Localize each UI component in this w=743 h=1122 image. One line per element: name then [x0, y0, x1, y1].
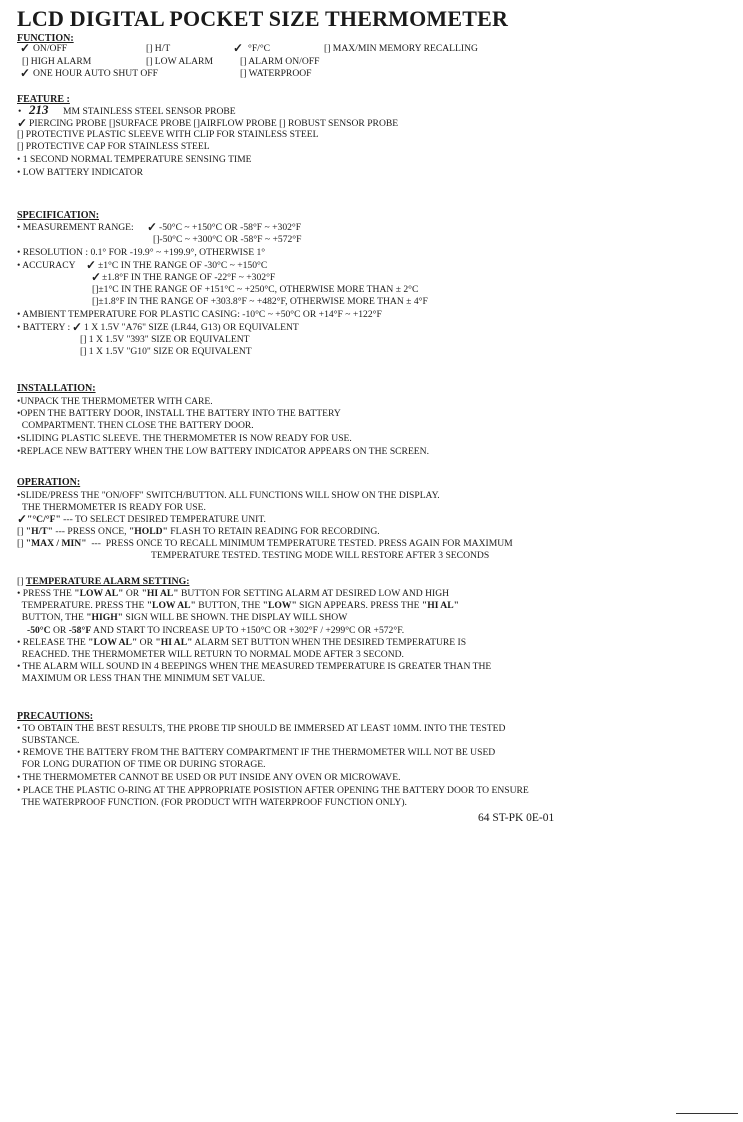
alarm-line [17, 637, 466, 648]
probe-length-handwritten: 213 [29, 102, 49, 117]
precautions-line: • PLACE THE PLASTIC O-RING AT THE APPROPRIATE POSISTION AFTER OPENING THE BATTERY DOOR TO ENSURE [17, 785, 529, 796]
alarm-key: "HI AL" [141, 588, 179, 599]
operation-line: THE THERMOMETER IS READY FOR USE. [22, 502, 206, 513]
installation-line: •UNPACK THE THERMOMETER WITH CARE. [17, 396, 213, 407]
spec-range-label: • MEASUREMENT RANGE: [17, 222, 134, 233]
ht-hold: "HOLD" [128, 526, 168, 537]
cf-key: "°C/°F" [27, 514, 61, 525]
alarm-line [17, 612, 347, 623]
operation-max-min [17, 538, 513, 549]
spec-resolution: • RESOLUTION : 0.1° FOR -19.9° ~ +199.9°, OTHERWISE 1° [17, 247, 266, 258]
check-mark-icon: ✓ [20, 41, 31, 55]
cf-text: --- TO SELECT DESIRED TEMPERATURE UNIT. [60, 514, 266, 525]
alarm-text: AND START TO INCREASE UP TO +150°C OR +302°F / +299°C OR +572°F. [91, 625, 405, 636]
alarm-text: OR [137, 637, 156, 648]
check-mark-icon: ✓ [20, 66, 31, 80]
installation-line: •SLIDING PLASTIC SLEEVE. THE THERMOMETER IS NOW READY FOR USE. [17, 433, 352, 444]
alarm-line: • THE ALARM WILL SOUND IN 4 BEEPINGS WHEN THE MEASURED TEMPERATURE IS GREATER THAN THE [17, 661, 492, 672]
alarm-prefix: [] [17, 576, 26, 587]
precautions-line: FOR LONG DURATION OF TIME OR DURING STORAGE. [17, 759, 266, 770]
function-high-alarm: [] HIGH ALARM [22, 56, 92, 67]
check-mark-icon: ✓ [17, 116, 28, 130]
spec-battery-1: 1 X 1.5V "A76" SIZE (LR44, G13) OR EQUIVALENT [84, 322, 299, 333]
spec-ambient: • AMBIENT TEMPERATURE FOR PLASTIC CASING: -10°C ~ +50°C OR +14°F ~ +122°F [17, 309, 382, 320]
function-on-off: ON/OFF [33, 43, 68, 54]
spec-accuracy-4: []±1.8°F IN THE RANGE OF +303.8°F ~ +482°F, OTHERWISE MORE THAN ± 4°F [92, 296, 428, 307]
alarm-line [27, 625, 404, 636]
spec-accuracy-3: []±1°C IN THE RANGE OF +151°C ~ +250°C, OTHERWISE MORE THAN ± 2°C [92, 284, 419, 295]
alarm-line [17, 600, 459, 611]
function-ht: [] H/T [146, 43, 171, 54]
alarm-text: TEMPERATURE. PRESS THE [17, 600, 147, 611]
ht-prefix: [] [17, 526, 26, 537]
alarm-text: OR [123, 588, 142, 599]
installation-line: •OPEN THE BATTERY DOOR, INSTALL THE BATTERY INTO THE BATTERY [17, 408, 341, 419]
alarm-text: • PRESS THE [17, 588, 75, 599]
ht-mid: --- PRESS ONCE, [52, 526, 129, 537]
alarm-line: MAXIMUM OR LESS THAN THE MINIMUM SET VALUE. [17, 673, 266, 684]
feature-item: [] PROTECTIVE CAP FOR STAINLESS STEEL [17, 141, 210, 152]
alarm-line [17, 588, 449, 599]
mm-prefix: [] [17, 538, 26, 549]
check-mark-icon: ✓ [233, 41, 244, 55]
alarm-text: BUTTON FOR SETTING ALARM AT DESIRED LOW AND HIGH [178, 588, 450, 599]
check-mark-icon: ✓ [147, 220, 158, 234]
function-alarm-on-off: [] ALARM ON/OFF [240, 56, 320, 67]
precautions-line: • REMOVE THE BATTERY FROM THE BATTERY COMPARTMENT IF THE THERMOMETER WILL NOT BE USED [17, 747, 496, 758]
alarm-text: SIGN APPEARS. PRESS THE [296, 600, 422, 611]
spec-accuracy-1: ±1°C IN THE RANGE OF -30°C ~ +150°C [98, 260, 268, 271]
alarm-heading: TEMPERATURE ALARM SETTING: [25, 576, 190, 587]
function-max-min: [] MAX/MIN MEMORY RECALLING [324, 43, 478, 54]
function-low-alarm: [] LOW ALARM [146, 56, 213, 67]
operation-ht [17, 526, 380, 537]
precautions-line: • THE THERMOMETER CANNOT BE USED OR PUT INSIDE ANY OVEN OR MICROWAVE. [17, 772, 401, 783]
check-mark-icon: ✓ [17, 512, 28, 526]
feature-item: • LOW BATTERY INDICATOR [17, 167, 144, 178]
alarm-key: "LOW AL" [146, 600, 196, 611]
spec-range-2: []-50°C ~ +300°C OR -58°F ~ +572°F [153, 234, 302, 245]
operation-heading: OPERATION: [17, 477, 81, 488]
check-mark-icon: ✓ [86, 258, 97, 272]
alarm-key: -50°C [27, 625, 51, 636]
feature-item: [] PROTECTIVE PLASTIC SLEEVE WITH CLIP FOR STAINLESS STEEL [17, 129, 319, 140]
function-heading: FUNCTION: [17, 33, 74, 44]
installation-line: •REPLACE NEW BATTERY WHEN THE LOW BATTERY INDICATOR APPEARS ON THE SCREEN. [17, 446, 429, 457]
feature-item: PIERCING PROBE []SURFACE PROBE []AIRFLOW PROBE [] ROBUST SENSOR PROBE [29, 118, 399, 129]
alarm-key: "LOW" [262, 600, 297, 611]
installation-line: COMPARTMENT. THEN CLOSE THE BATTERY DOOR. [17, 420, 254, 431]
precautions-heading: PRECAUTIONS: [17, 711, 94, 722]
mm-key: "MAX / MIN" [25, 538, 87, 549]
precautions-line: THE WATERPROOF FUNCTION. (FOR PRODUCT WITH WATERPROOF FUNCTION ONLY). [17, 797, 407, 808]
function-f-c: °F/°C [248, 43, 271, 54]
ht-end: FLASH TO RETAIN READING FOR RECORDING. [167, 526, 380, 537]
feature-item: • 1 SECOND NORMAL TEMPERATURE SENSING TIME [17, 154, 252, 165]
check-mark-icon: ✓ [91, 270, 102, 284]
mm-text: --- PRESS ONCE TO RECALL MINIMUM TEMPERATURE TESTED. PRESS AGAIN FOR MAXIMUM [86, 538, 513, 549]
spec-battery-2: [] 1 X 1.5V "393" SIZE OR EQUIVALENT [80, 334, 250, 345]
precautions-line: SUBSTANCE. [17, 735, 80, 746]
document-code: 64 ST-PK 0E-01 [478, 812, 555, 824]
spec-range-1: -50°C ~ +150°C OR -58°F ~ +302°F [159, 222, 302, 233]
specification-heading: SPECIFICATION: [17, 210, 100, 221]
page-title: LCD DIGITAL POCKET SIZE THERMOMETER [17, 6, 509, 31]
alarm-key: "LOW AL" [74, 588, 124, 599]
scan-line-divider [676, 1113, 738, 1114]
installation-heading: INSTALLATION: [17, 383, 96, 394]
spec-accuracy-label: • ACCURACY [17, 260, 76, 271]
precautions-line: • TO OBTAIN THE BEST RESULTS, THE PROBE TIP SHOULD BE IMMERSED AT LEAST 10MM. INTO THE TESTED [17, 723, 506, 734]
alarm-line: REACHED. THE THERMOMETER WILL RETURN TO NORMAL MODE AFTER 3 SECOND. [17, 649, 404, 660]
alarm-heading-line [17, 576, 189, 587]
alarm-text: OR [50, 625, 69, 636]
alarm-text: BUTTON, THE [195, 600, 263, 611]
alarm-text: • RELEASE THE [17, 637, 89, 648]
operation-max-min-cont: TEMPERATURE TESTED. TESTING MODE WILL RESTORE AFTER 3 SECONDS [151, 550, 490, 561]
operation-cf [27, 514, 266, 525]
alarm-text: SIGN WILL BE SHOWN. THE DISPLAY WILL SHOW [122, 612, 348, 623]
alarm-key: "LOW AL" [88, 637, 138, 648]
spec-battery-3: [] 1 X 1.5V "G10" SIZE OR EQUIVALENT [80, 346, 252, 357]
alarm-key: "HI AL" [421, 600, 459, 611]
function-auto-shut-off: ONE HOUR AUTO SHUT OFF [33, 68, 158, 79]
spec-accuracy-2: ±1.8°F IN THE RANGE OF -22°F ~ +302°F [102, 272, 276, 283]
alarm-text: ALARM SET BUTTON WHEN THE DESIRED TEMPERATURE IS [192, 637, 467, 648]
feature-heading: FEATURE : [17, 94, 70, 105]
alarm-key: "HI AL" [155, 637, 193, 648]
ht-key: "H/T" [25, 526, 53, 537]
alarm-key: "HIGH" [86, 612, 123, 623]
bullet: • [18, 106, 22, 117]
check-mark-icon: ✓ [72, 320, 83, 334]
feature-item: MM STAINLESS STEEL SENSOR PROBE [63, 106, 236, 117]
alarm-key: -58°F [68, 625, 92, 636]
alarm-text: BUTTON, THE [17, 612, 87, 623]
operation-line: •SLIDE/PRESS THE "ON/OFF" SWITCH/BUTTON. ALL FUNCTIONS WILL SHOW ON THE DISPLAY. [17, 490, 440, 501]
function-waterproof: [] WATERPROOF [240, 68, 312, 79]
spec-battery-label: • BATTERY : [17, 322, 71, 333]
